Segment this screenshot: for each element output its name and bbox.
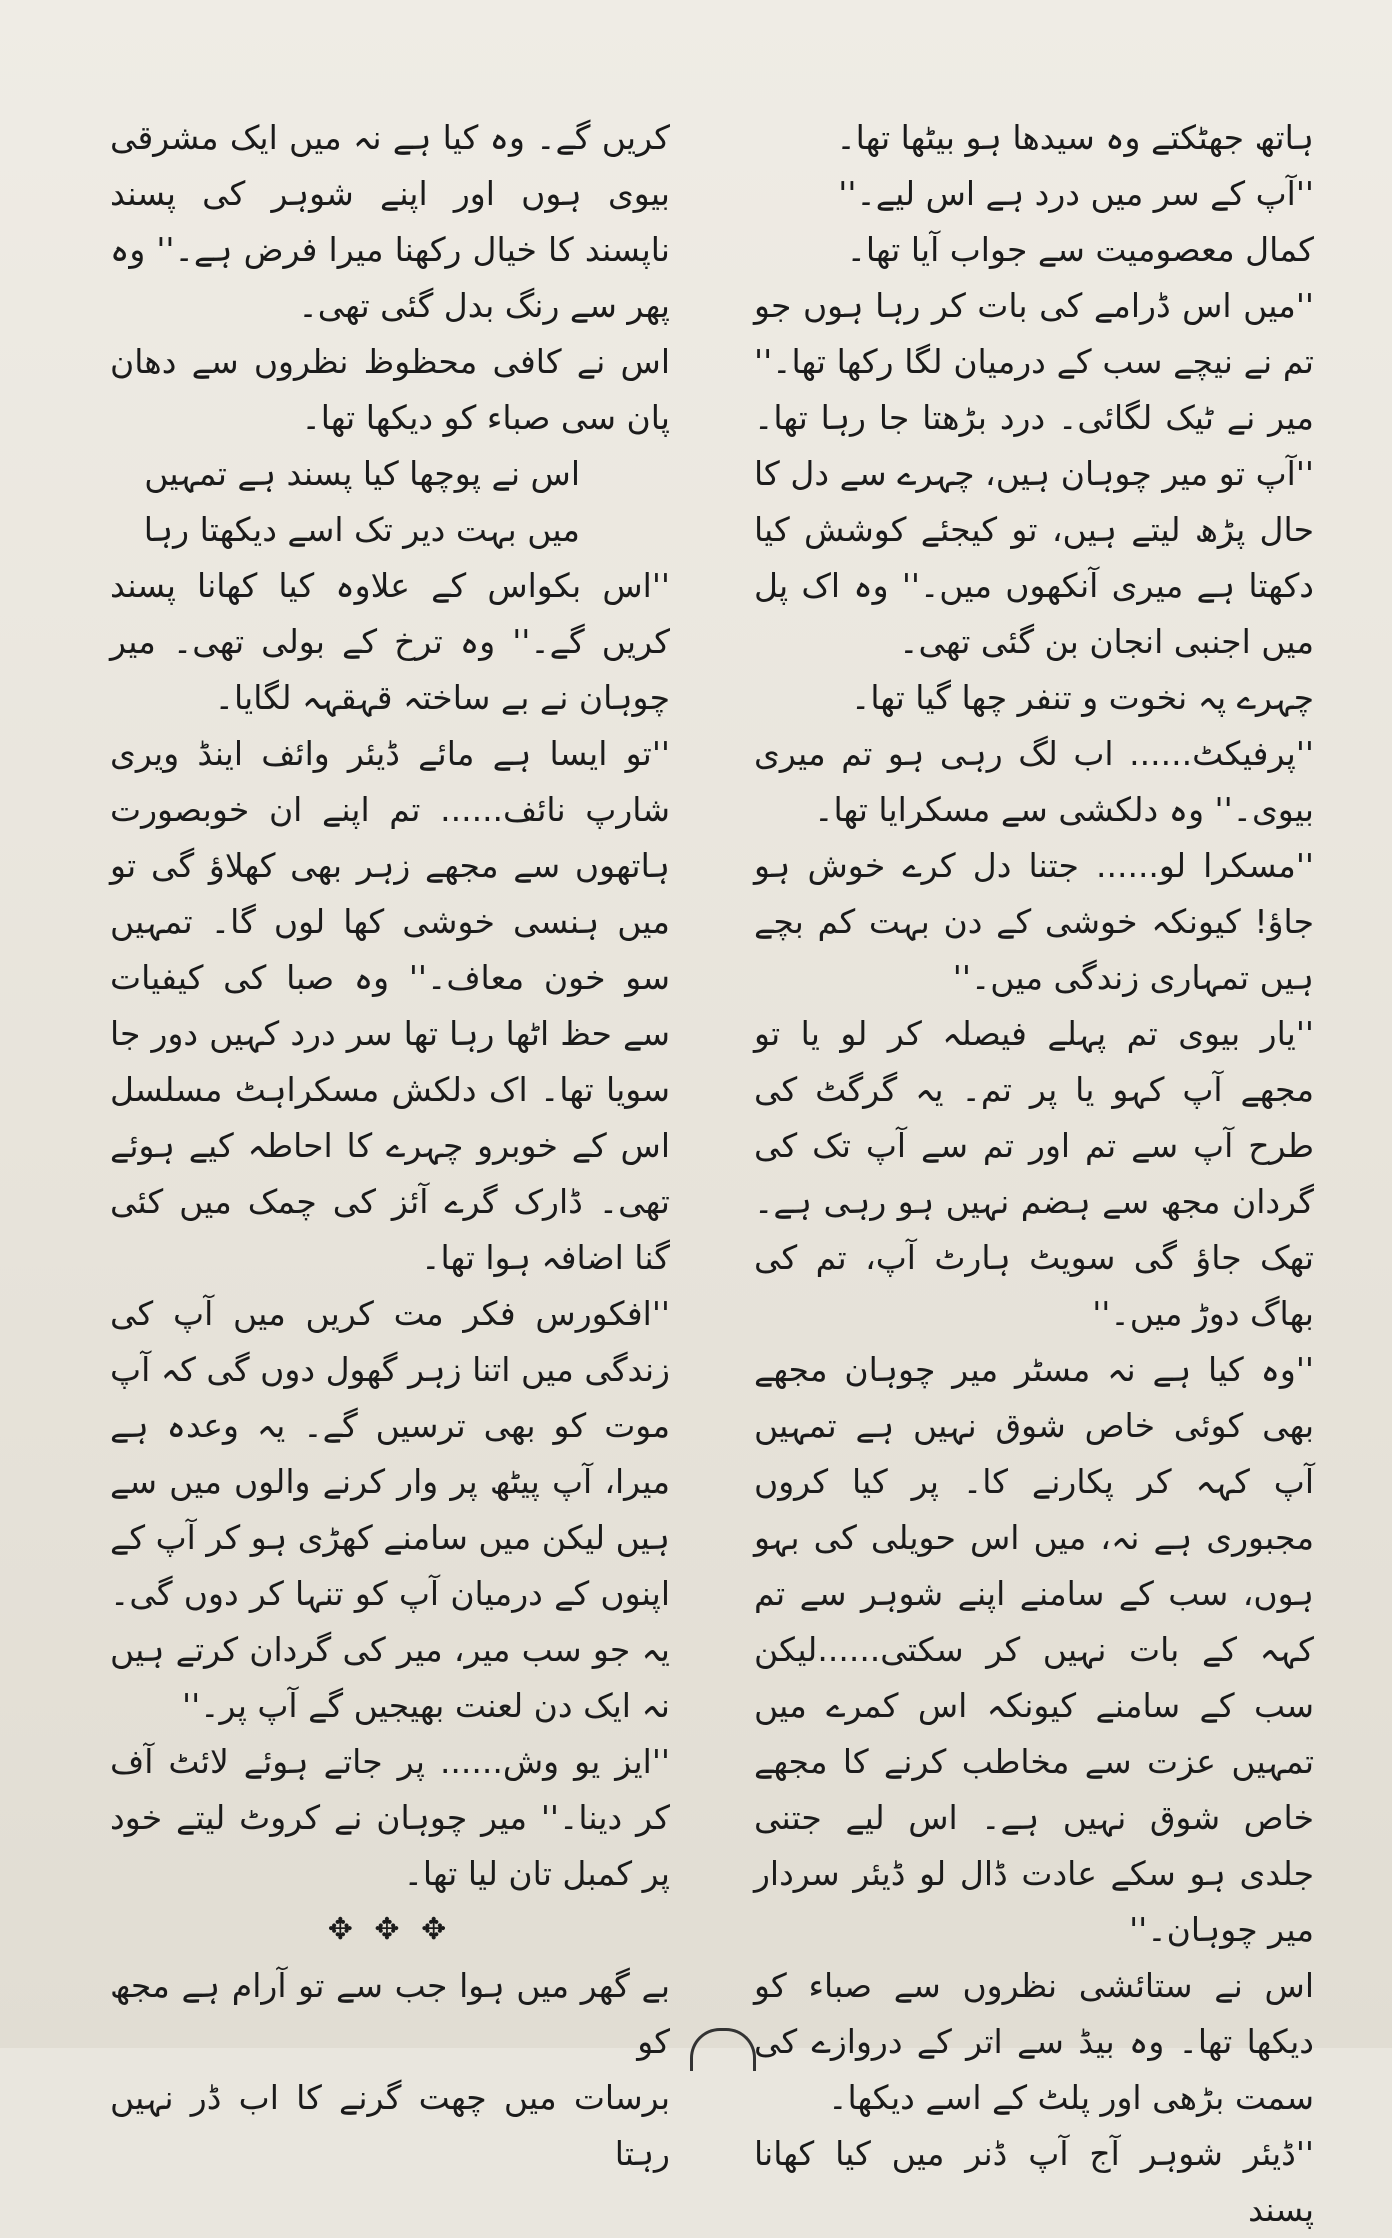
paragraph: ''تو ایسا ہے مائے ڈیئر وائف اینڈ ویری شارپ نائف...... تم اپنے ان خوبصورت ہاتھوں سے مجھے زہر بھی کھلاؤ گی تو میں ہنسی خوشی کھا لوں گا۔ تمہیں سو خون معاف۔'' وہ صبا کی کیفیات سے حظ اٹھا رہا تھا سر درد کہیں دور جا سویا تھا۔ اک دلکش مسکراہٹ مسلسل اس کے خوبرو چہرے کا احاطہ کیے ہوئے تھی۔ ڈارک گرے آئز کی چمک میں کئی گنا اضافہ ہوا تھا۔ xyxy=(110,734,670,1277)
section-divider-ornament: ✥ ✥ ✥ xyxy=(327,1912,453,1947)
poem-line: میں بہت دیر تک اسے دیکھتا رہا xyxy=(143,510,580,549)
paragraph: اس نے ستائشی نظروں سے صباء کو دیکھا تھا۔ وہ بیڈ سے اتر کے دروازے کی سمت بڑھی اور پلٹ کے اسے دیکھا۔ xyxy=(754,1966,1314,2117)
paragraph: اس نے کافی محظوظ نظروں سے دھان پان سی صباء کو دیکھا تھا۔ xyxy=(110,342,670,437)
paragraph: ہاتھ جھٹکتے وہ سیدھا ہو بیٹھا تھا۔ xyxy=(836,118,1314,157)
paragraph: ''وہ کیا ہے نہ مسٹر میر چوہان مجھے بھی کوئی خاص شوق نہیں ہے تمہیں آپ کہہ کر پکارنے کا۔ پر کیا کروں مجبوری ہے نہ، میں اس حویلی کی بہو ہوں، سب کے سامنے اپنے شوہر سے تم کہہ کے بات نہیں کر سکتی......لیکن سب کے سامنے کیونکہ اس کمرے میں تمہیں عزت سے مخاطب کرنے کا مجھے خاص شوق نہیں ہے۔ اس لیے جتنی جلدی ہو سکے عادت ڈال لو ڈیئر سردار میر چوہان۔'' xyxy=(754,1350,1314,1949)
couplet-line: برسات میں چھت گرنے کا اب ڈر نہیں رہتا xyxy=(110,2078,670,2173)
paragraph: کریں گے۔ وہ کیا ہے نہ میں ایک مشرقی بیوی ہوں اور اپنے شوہر کی پسند ناپسند کا خیال رکھنا میرا فرض ہے۔'' وہ پھر سے رنگ بدل گئی تھی۔ xyxy=(110,118,670,325)
paragraph: ''یار بیوی تم پہلے فیصلہ کر لو یا تو مجھے آپ کہو یا پر تم۔ یہ گرگٹ کی طرح آپ سے تم اور تم سے آپ تک کی گردان مجھ سے ہضم نہیں ہو رہی ہے۔ تھک جاؤ گی سویٹ ہارٹ آپ، تم کی بھاگ دوڑ میں۔'' xyxy=(754,1014,1314,1333)
left-text-column xyxy=(110,110,670,2182)
poem-line: اس نے پوچھا کیا پسند ہے تمہیں xyxy=(144,454,580,493)
paragraph: چہرے پہ نخوت و تنفر چھا گیا تھا۔ xyxy=(851,678,1314,717)
paragraph: ''پرفیکٹ...... اب لگ رہی ہو تم میری بیوی۔'' وہ دلکشی سے مسکرایا تھا۔ xyxy=(754,734,1314,829)
paragraph: ''مسکرا لو...... جتنا دل کرے خوش ہو جاؤ! کیونکہ خوشی کے دن بہت کم بچے ہیں تمہاری زندگی میں۔'' xyxy=(754,846,1314,997)
paragraph: کمال معصومیت سے جواب آیا تھا۔ xyxy=(846,230,1314,269)
paragraph: ''آپ کے سر میں درد ہے اس لیے۔'' xyxy=(838,174,1314,213)
paragraph: ''افکورس فکر مت کریں میں آپ کی زندگی میں اتنا زہر گھول دوں گی کہ آپ موت کو بھی ترسیں گے۔ یہ وعدہ ہے میرا، آپ پیٹھ پر وار کرنے والوں میں سے ہیں لیکن میں سامنے کھڑی ہو کر آپ کے اپنوں کے درمیان آپ کو تنہا کر دوں گی۔ یہ جو سب میر، میر کی گردان کرتے ہیں نہ ایک دن لعنت بھیجیں گے آپ پر۔'' xyxy=(110,1294,670,1725)
paragraph: ''ایز یو وش...... پر جاتے ہوئے لائٹ آف کر دینا۔'' میر چوہان نے کروٹ لیتے خود پر کمبل تان لیا تھا۔ xyxy=(110,1742,670,1893)
paragraph: ''اس بکواس کے علاوہ کیا کھانا پسند کریں گے۔'' وہ ترخ کے بولی تھی۔ میر چوہان نے بے ساختہ قہقہہ لگایا۔ xyxy=(110,566,670,717)
paragraph: ''میں اس ڈرامے کی بات کر رہا ہوں جو تم نے نیچے سب کے درمیان لگا رکھا تھا۔'' میر نے ٹیک لگائی۔ درد بڑھتا جا رہا تھا۔ ''آپ تو میر چوہان ہیں، چہرے سے دل کا حال پڑھ لیتے ہیں، تو کیجئے کوشش کیا دکھتا ہے میری آنکھوں میں۔'' وہ اک پل میں اجنبی انجان بن گئی تھی۔ xyxy=(754,286,1314,661)
paragraph: ''ڈیئر شوہر آج آپ ڈنر میں کیا کھانا پسند xyxy=(754,2134,1314,2229)
couplet-line: بے گھر میں ہوا جب سے تو آرام ہے مجھ کو xyxy=(110,1966,670,2061)
right-text-column xyxy=(754,110,1314,2238)
page-number-badge xyxy=(690,2028,756,2071)
